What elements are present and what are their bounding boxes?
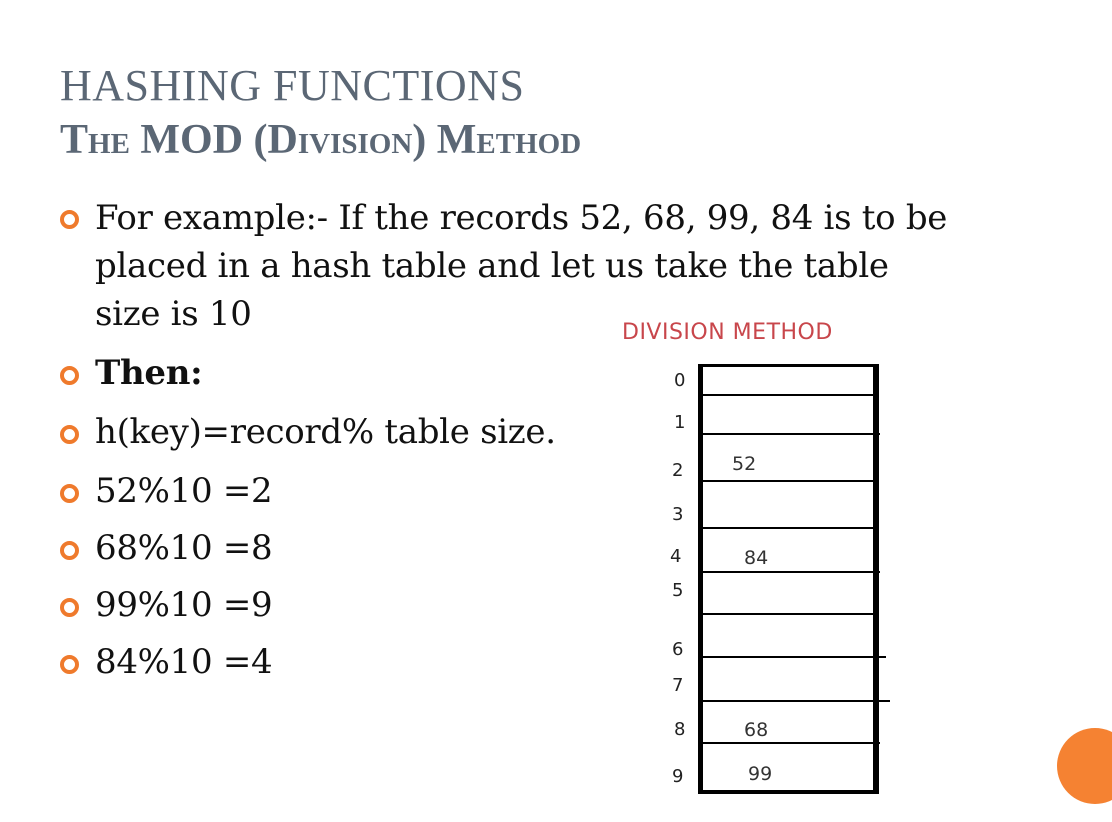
bullet-marker-2 [60, 366, 79, 385]
slot-value-9: 99 [748, 763, 773, 785]
row-line [698, 571, 880, 573]
slot-value-8: 68 [744, 719, 769, 741]
row-line [698, 656, 886, 658]
bullet-6-text: 99%10 =9 [95, 585, 273, 625]
bullet-marker-7 [60, 655, 79, 674]
slide-title: HASHING FUNCTIONS [60, 61, 525, 110]
row-line [698, 480, 878, 482]
decorative-orange-circle [1057, 728, 1112, 804]
slot-index: 9 [672, 766, 684, 787]
table-right-border [873, 364, 879, 792]
table-left-border [698, 364, 703, 792]
row-line [698, 700, 890, 702]
slot-value-2: 52 [732, 453, 757, 475]
bullet-1-line-2: placed in a hash table and let us take the table [95, 246, 889, 286]
index-labels [670, 370, 685, 787]
slot-index: 2 [672, 460, 684, 481]
row-lines [698, 364, 890, 744]
row-line [698, 742, 880, 744]
bullet-2-text: Then: [95, 353, 203, 393]
bullet-3-text: h(key)=record% table size. [95, 412, 556, 452]
bullet-marker-4 [60, 484, 79, 503]
slot-index: 4 [670, 546, 682, 567]
row-line [698, 364, 876, 367]
row-line [698, 433, 880, 435]
table-bottom-border [698, 790, 879, 794]
slot-index: 1 [674, 412, 686, 433]
row-line [698, 613, 878, 615]
slot-index: 3 [672, 504, 684, 525]
row-line [698, 527, 878, 529]
bullet-marker-3 [60, 425, 79, 444]
slot-index: 6 [672, 639, 684, 660]
slot-value-4: 84 [744, 547, 769, 569]
slot-index: 8 [674, 719, 686, 740]
bullet-5-text: 68%10 =8 [95, 528, 273, 568]
slot-index: 0 [674, 370, 686, 391]
bullet-4-text: 52%10 =2 [95, 471, 273, 511]
slot-values [732, 453, 772, 785]
slot-index: 7 [672, 675, 684, 696]
row-line [698, 394, 878, 396]
bullet-marker-5 [60, 541, 79, 560]
bullet-7-text: 84%10 =4 [95, 642, 273, 682]
bullet-1-line-3: size is 10 [95, 294, 252, 334]
bullet-marker-1 [60, 210, 79, 229]
hash-table-diagram [600, 350, 900, 800]
diagram-caption: DIVISION METHOD [622, 320, 833, 345]
slot-index: 5 [672, 580, 684, 601]
bullet-1-line-1: For example:- If the records 52, 68, 99, 84 is to be [95, 198, 948, 238]
slide-subtitle: The MOD (Division) Method [60, 117, 582, 163]
bullet-marker-6 [60, 598, 79, 617]
